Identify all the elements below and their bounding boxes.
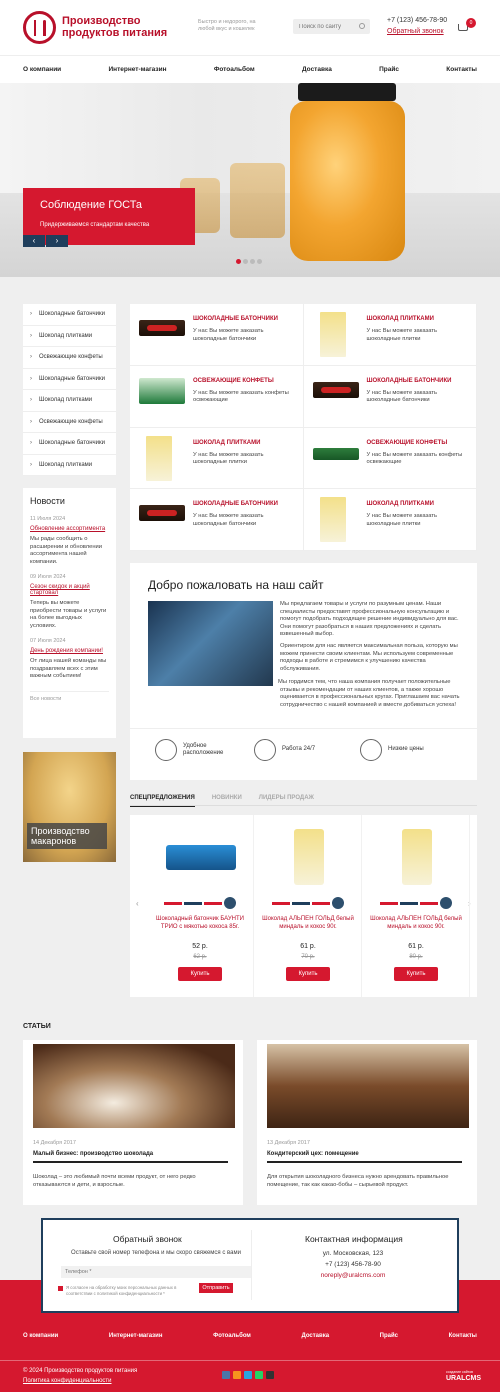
feature-label: Работа 24/7 <box>282 746 316 753</box>
article-date: 14 Декабря 2017 <box>33 1140 76 1146</box>
slide-next-button[interactable]: › <box>46 235 68 247</box>
category-title[interactable]: ШОКОЛАДНЫЕ БАТОНЧИКИ <box>366 377 452 384</box>
plus-icon[interactable] <box>266 1371 274 1379</box>
contact-box <box>41 1218 459 1313</box>
footer-nav-item[interactable]: Контакты <box>448 1333 477 1339</box>
site-title[interactable]: Производство продуктов питания <box>62 15 168 39</box>
header-phone: +7 (123) 456-78-90 <box>387 17 448 24</box>
articles-title: СТАТЬИ <box>23 1023 51 1030</box>
category-title[interactable]: ШОКОЛАД ПЛИТКАМИ <box>366 501 434 508</box>
category-title[interactable]: ШОКОЛАДНЫЕ БАТОНЧИКИ <box>193 501 278 508</box>
footer-divider <box>0 1360 500 1361</box>
category-title[interactable]: ОСВЕЖАЮЩИЕ КОНФЕТЫ <box>193 377 274 384</box>
promo-caption: Производство макаронов <box>27 823 107 849</box>
product-price: 52 р. <box>192 943 208 950</box>
footer-nav-item[interactable]: О компании <box>23 1333 59 1339</box>
slide-subtitle: Придерживаемся стандартам качества <box>40 222 150 228</box>
privacy-policy-link[interactable]: Политика конфиденциальности <box>23 1378 112 1384</box>
carousel-prev-icon[interactable]: ‹ <box>136 899 139 908</box>
callback-form-subtitle: Оставьте свой номер телефона и мы скоро свяжемся с вами <box>71 1250 241 1256</box>
consent-text: Я согласен на обработку моих персональных данных в соответствии с политикой конфиденциальности * <box>66 1285 177 1296</box>
product-image <box>139 378 185 404</box>
product-image <box>320 497 346 542</box>
product-card <box>362 815 470 997</box>
welcome-title: Добро пожаловать на наш сайт <box>148 578 324 592</box>
search-input[interactable] <box>293 19 355 34</box>
news-date: 11 Июля 2024 <box>30 516 66 522</box>
cart-count-badge: 0 <box>466 18 476 28</box>
news-link[interactable]: Сезон скидок и акций стартовал <box>30 584 90 596</box>
tab-new[interactable]: НОВИНКИ <box>211 795 242 801</box>
article-title-link[interactable]: Кондитерский цех: помещение <box>267 1151 462 1163</box>
category-title[interactable]: ОСВЕЖАЮЩИЕ КОНФЕТЫ <box>366 439 448 446</box>
coins-icon <box>360 739 382 761</box>
product-tags <box>272 897 344 909</box>
product-old-price: 80 р. <box>409 954 423 960</box>
article-text: Шоколад – это любимый почти всеми продукт, от него редко отказываются и дети, и взрослые. <box>33 1174 196 1188</box>
article-card <box>257 1040 477 1205</box>
compare-icon[interactable] <box>332 897 344 909</box>
category-card[interactable] <box>304 428 478 490</box>
nav-item-shop[interactable]: Интернет-магазин <box>108 66 167 73</box>
contact-phone: +7 (123) 456-78-90 <box>325 1261 381 1268</box>
news-date: 07 Июля 2024 <box>30 638 66 644</box>
article-image[interactable] <box>33 1044 235 1128</box>
slide-arrows <box>23 235 69 247</box>
feature-label: Низкие цены <box>388 746 424 753</box>
social-links <box>222 1371 277 1379</box>
news-link[interactable]: День рождения компании! <box>30 648 103 654</box>
catalog-menu <box>23 304 116 476</box>
category-card[interactable] <box>130 304 304 366</box>
developer-caption: создание сайтов <box>446 1370 474 1374</box>
jar-image <box>230 163 285 238</box>
category-text: У нас Вы можете заказать шоколадные батончики <box>366 389 437 404</box>
menu-item[interactable]: › Шоколад плитками <box>23 326 116 348</box>
logo-icon[interactable] <box>23 11 56 44</box>
article-card <box>23 1040 243 1205</box>
menu-item[interactable]: › Шоколадные батончики <box>23 304 116 326</box>
nav-item-about[interactable]: О компании <box>23 66 62 73</box>
odnoklassniki-icon[interactable] <box>233 1371 241 1379</box>
buy-button[interactable]: Купить <box>178 967 222 981</box>
product-image[interactable] <box>166 845 236 870</box>
footer-nav-item[interactable]: Интернет-магазин <box>108 1333 163 1339</box>
tab-leaders[interactable]: ЛИДЕРЫ ПРОДАЖ <box>258 795 314 801</box>
buy-button[interactable]: Купить <box>394 967 438 981</box>
product-old-price: 70 р. <box>301 954 315 960</box>
clock-icon <box>254 739 276 761</box>
feature-item <box>360 739 433 761</box>
hero-slider <box>0 83 500 277</box>
contact-info-title: Контактная информация <box>305 1234 403 1244</box>
menu-item[interactable]: › Освежающие конфеты <box>23 412 116 434</box>
tab-divider <box>130 805 477 806</box>
product-old-price: 62 р. <box>193 954 207 960</box>
phone-input[interactable] <box>61 1266 251 1278</box>
contact-address: ул. Московская, 123 <box>322 1250 384 1257</box>
compare-icon[interactable] <box>224 897 236 909</box>
welcome-block <box>130 563 477 728</box>
welcome-paragraph: Мы гордимся тем, что наша компания получает положительные отзывы и рекомендации от наших клиентов, а также хорошо оценивается в профессиональных кругах. Приглашаем вас начать сотрудничество с нашей компанией и вместе добиваться успеха! <box>278 679 460 708</box>
product-card <box>254 815 362 997</box>
promo-banner[interactable] <box>23 752 116 862</box>
feature-label: Удобное расположение <box>183 742 224 756</box>
main-nav <box>0 55 500 83</box>
slider-dot[interactable] <box>236 259 241 264</box>
article-image[interactable] <box>267 1044 469 1128</box>
all-news-link[interactable]: Все новости <box>30 691 109 702</box>
slider-dot[interactable] <box>243 259 248 264</box>
feature-item <box>254 739 327 761</box>
product-price: 61 р. <box>300 943 316 950</box>
slide-prev-button[interactable]: ‹ <box>23 235 45 247</box>
news-link[interactable]: Обновление ассортимента <box>30 526 106 532</box>
welcome-paragraph: Мы предлагаем товары и услуги по разумным ценам. Наши специалисты предоставят профессиональную консультацию и помогут подобрать подходящее решение индивидуально для вас. Они помогут разобраться в наших предложениях и сделать взвешенный выбор. <box>280 601 459 637</box>
slider-dot[interactable] <box>250 259 255 264</box>
consent-checkbox[interactable] <box>58 1286 63 1291</box>
product-image <box>139 320 185 336</box>
location-pin-icon <box>155 739 177 761</box>
features-bar <box>130 728 477 780</box>
compare-icon[interactable] <box>440 897 452 909</box>
callback-form-title: Обратный звонок <box>113 1234 182 1244</box>
product-carousel <box>130 815 477 997</box>
submit-button[interactable]: Отправить <box>199 1283 233 1293</box>
category-text: У нас Вы можете заказать шоколадные плитки <box>366 328 437 342</box>
category-title[interactable]: ШОКОЛАДНЫЕ БАТОНЧИКИ <box>193 316 278 322</box>
product-name-link[interactable]: Шоколадный батончик БАУНТИ ТРИО с мякотью кокоса 85г. <box>156 916 244 930</box>
product-image <box>313 382 359 398</box>
news-text: Мы рады сообщить о расширении и обновлении ассортимента нашей компании. <box>30 536 103 565</box>
category-card[interactable] <box>304 489 478 551</box>
news-text: Теперь вы можете приобрести товары и услуги на более выгодных условиях. <box>30 600 107 629</box>
slider-dots <box>236 259 264 264</box>
slogan: Быстро и недорого, на любой вкус и кошелек <box>198 19 256 32</box>
product-name-link[interactable]: Шоколад АЛЬПЕН ГОЛЬД белый миндаль и кокос 90г. <box>370 916 462 930</box>
menu-item[interactable]: › Шоколад плитками <box>23 390 116 412</box>
whatsapp-icon[interactable] <box>255 1371 263 1379</box>
divider <box>251 1230 252 1300</box>
news-date: 09 Июля 2024 <box>30 574 66 580</box>
product-image[interactable] <box>294 829 324 885</box>
search-box <box>293 19 370 34</box>
telegram-icon[interactable] <box>244 1371 252 1379</box>
menu-item[interactable]: › Шоколад плитками <box>23 455 116 477</box>
footer-nav-item[interactable]: Доставка <box>301 1333 330 1339</box>
header <box>0 0 500 55</box>
product-name-link[interactable]: Шоколад АЛЬПЕН ГОЛЬД белый миндаль и кокос 90г. <box>262 916 354 930</box>
carousel-next-icon[interactable]: › <box>468 899 471 908</box>
menu-item[interactable]: › Шоколадные батончики <box>23 433 116 455</box>
article-title-link[interactable]: Малый бизнес: производство шоколада <box>33 1151 228 1163</box>
category-card[interactable] <box>304 304 478 366</box>
category-card[interactable] <box>130 366 304 428</box>
product-image <box>313 448 359 460</box>
product-price: 61 р. <box>408 943 424 950</box>
category-text: У нас Вы можете заказать конфеты освежающие <box>366 451 463 465</box>
nav-item-delivery[interactable]: Доставка <box>301 66 332 73</box>
category-text: У нас Вы можете заказать конфеты освежающие <box>193 389 289 404</box>
menu-item[interactable]: › Шоколадные батончики <box>23 369 116 391</box>
nav-item-photo[interactable]: Фотоальбом <box>213 66 255 73</box>
copyright: © 2024 Производство продуктов питания <box>23 1368 138 1374</box>
callback-link[interactable]: Обратный звонок <box>387 28 444 35</box>
news-text: От лица нашей команды мы поздравляем всех с этим важным событием! <box>30 658 107 679</box>
search-icon[interactable] <box>359 23 365 29</box>
product-tags <box>164 897 236 909</box>
product-image <box>320 312 346 357</box>
category-title[interactable]: ШОКОЛАД ПЛИТКАМИ <box>193 439 261 446</box>
category-text: У нас Вы можете заказать шоколадные плитки <box>193 451 264 465</box>
news-block <box>23 488 116 738</box>
product-image <box>146 436 172 481</box>
category-card[interactable] <box>130 489 304 551</box>
category-text: У нас Вы можете заказать шоколадные батончики <box>193 513 264 527</box>
footer-nav-item[interactable]: Фотоальбом <box>213 1333 251 1339</box>
slider-dot[interactable] <box>257 259 262 264</box>
product-card <box>146 815 254 997</box>
tab-special[interactable]: СПЕЦПРЕДЛОЖЕНИЯ <box>130 795 195 807</box>
category-card[interactable] <box>130 428 304 490</box>
buy-button[interactable]: Купить <box>286 967 330 981</box>
article-date: 13 Декабря 2017 <box>267 1140 310 1146</box>
product-image <box>139 505 185 521</box>
nav-item-contacts[interactable]: Контакты <box>446 66 477 73</box>
category-grid <box>130 304 477 551</box>
feature-item <box>155 739 228 761</box>
honey-jar-image <box>290 83 405 261</box>
news-title: Новости <box>30 496 65 506</box>
slide-title: Соблюдение ГОСТа <box>40 199 143 211</box>
developer-logo[interactable]: URALCMS <box>446 1375 481 1382</box>
nav-item-price[interactable]: Прайс <box>379 66 399 73</box>
footer-nav-item[interactable]: Прайс <box>379 1333 399 1339</box>
contact-email-link[interactable]: noreply@uralcms.com <box>320 1272 386 1279</box>
welcome-image <box>148 601 273 686</box>
product-tags <box>380 897 452 909</box>
article-text: Для открытия шоколадного бизнеса нужно арендовать правильное помещение, так как какао-бобы – сырьевой продукт. <box>267 1174 449 1188</box>
vk-icon[interactable] <box>222 1371 230 1379</box>
category-text: У нас Вы можете заказать шоколадные батончики <box>193 328 264 342</box>
footer-nav <box>23 1333 477 1339</box>
menu-item[interactable]: › Освежающие конфеты <box>23 347 116 369</box>
category-card[interactable] <box>304 366 478 428</box>
category-title[interactable]: ШОКОЛАД ПЛИТКАМИ <box>366 316 434 322</box>
category-text: У нас Вы можете заказать шоколадные плитки <box>366 513 437 527</box>
welcome-paragraph: Ориентиром для нас является максимальная польза, которую мы можем принести своим клиентам. Мы используем современные подходы в работе и стремимся к улучшению качества обслуживания. <box>280 643 458 672</box>
product-image[interactable] <box>402 829 432 885</box>
